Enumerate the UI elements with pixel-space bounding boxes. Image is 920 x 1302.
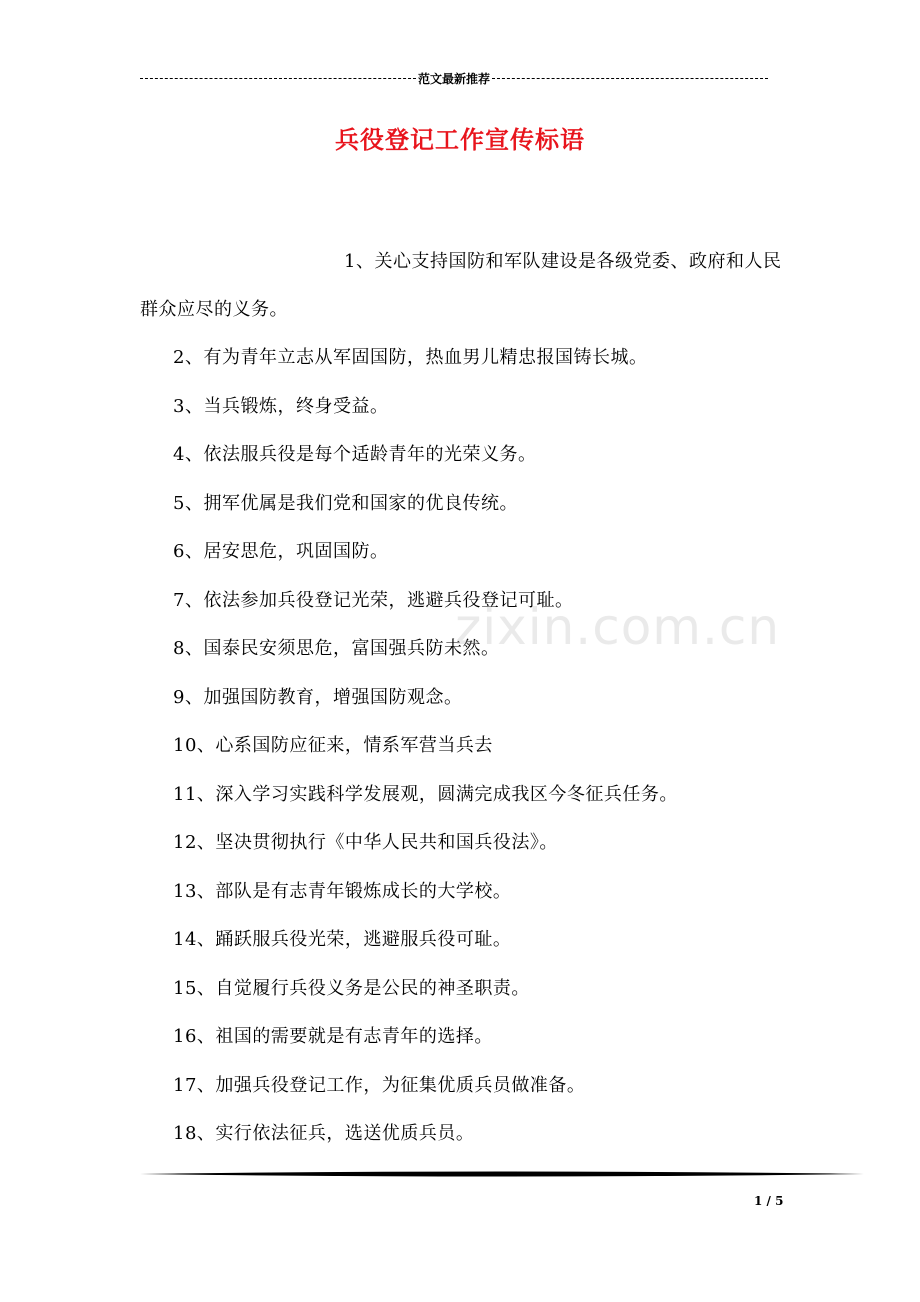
footer-rule — [140, 1170, 864, 1178]
slogan-item: 15、自觉履行兵役义务是公民的神圣职责。 — [173, 977, 530, 999]
document-title: 兵役登记工作宣传标语 — [335, 125, 585, 154]
slogan-item: 13、部队是有志青年锻炼成长的大学校。 — [173, 880, 512, 902]
slogan-item: 12、坚决贯彻执行《中华人民共和国兵役法》。 — [173, 832, 558, 853]
slogan-item: 10、心系国防应征来，情系军营当兵去 — [173, 735, 493, 756]
watermark: zixin.com.cn — [455, 598, 781, 656]
slogan-item: 2、有为青年立志从军固国防，热血男儿精忠报国铸长城。 — [173, 347, 648, 368]
slogan-item: 3、当兵锻炼，终身受益。 — [173, 395, 389, 417]
slogan-item: 14、踊跃服兵役光荣，逃避服兵役可耻。 — [173, 929, 512, 950]
slogan-list — [140, 238, 790, 1159]
page-number: 1 / 5 — [754, 1194, 784, 1208]
slogan-item: 18、实行依法征兵，选送优质兵员。 — [173, 1123, 475, 1144]
header-dashes-left — [140, 78, 416, 79]
header-dashes-right — [492, 78, 768, 79]
slogan-item: 1、关心支持国防和军队建设是各级党委、政府和人民群众应尽的义务。 — [140, 251, 782, 320]
slogan-item: 11、深入学习实践科学发展观，圆满完成我区今冬征兵任务。 — [173, 783, 678, 805]
slogan-item: 17、加强兵役登记工作，为征集优质兵员做准备。 — [173, 1074, 586, 1096]
slogan-item: 7、依法参加兵役登记光荣，逃避兵役登记可耻。 — [173, 589, 574, 611]
slogan-item: 4、依法服兵役是每个适龄青年的光荣义务。 — [173, 444, 537, 465]
slogan-item: 6、居安思危，巩固国防。 — [173, 541, 389, 562]
page-header — [140, 70, 768, 86]
slogan-item: 5、拥军优属是我们党和国家的优良传统。 — [173, 492, 518, 514]
slogan-item: 8、国泰民安须思危，富国强兵防未然。 — [173, 638, 500, 659]
header-text: 范文最新推荐 — [418, 71, 491, 86]
slogan-item: 9、加强国防教育，增强国防观念。 — [173, 686, 463, 708]
slogan-item: 16、祖国的需要就是有志青年的选择。 — [173, 1026, 493, 1047]
